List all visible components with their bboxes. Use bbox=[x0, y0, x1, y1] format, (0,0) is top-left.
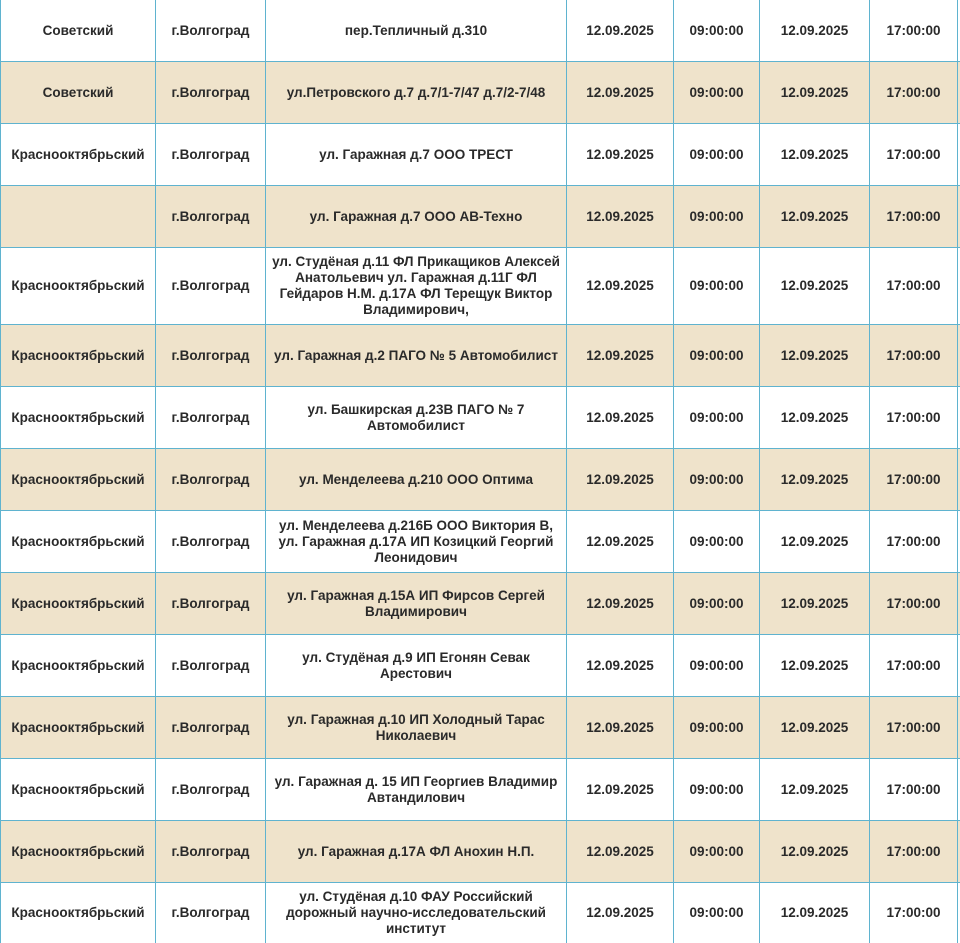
address-cell: ул. Менделеева д.210 ООО Оптима bbox=[266, 449, 567, 511]
district-cell: Краснооктябрьский bbox=[1, 883, 156, 943]
start-date-cell: 12.09.2025 bbox=[567, 635, 674, 697]
address-cell: ул. Гаражная д.17А ФЛ Анохин Н.П. bbox=[266, 821, 567, 883]
end-date-cell: 12.09.2025 bbox=[760, 759, 870, 821]
start-date-cell: 12.09.2025 bbox=[567, 124, 674, 186]
district-cell: Краснооктябрьский bbox=[1, 697, 156, 759]
district-cell: Краснооктябрьский bbox=[1, 248, 156, 325]
city-cell: г.Волгоград bbox=[156, 635, 266, 697]
address-cell: ул. Менделеева д.216Б ООО Виктория В, ул. Гаражная д.17А ИП Козицкий Георгий Леонидович bbox=[266, 511, 567, 573]
city-cell: г.Волгоград bbox=[156, 325, 266, 387]
district-cell bbox=[1, 186, 156, 248]
start-time-cell: 09:00:00 bbox=[674, 573, 760, 635]
address-cell: ул. Студёная д.11 ФЛ Прикащиков Алексей Анатольевич ул. Гаражная д.11Г ФЛ Гейдаров Н.М. д.17А ФЛ Терещук Виктор Владимирович, bbox=[266, 248, 567, 325]
end-date-cell: 12.09.2025 bbox=[760, 511, 870, 573]
end-date-cell: 12.09.2025 bbox=[760, 697, 870, 759]
table-row bbox=[1, 186, 960, 248]
table-row bbox=[1, 449, 960, 511]
table-row bbox=[1, 124, 960, 186]
start-time-cell: 09:00:00 bbox=[674, 124, 760, 186]
table-row bbox=[1, 62, 960, 124]
start-time-cell: 09:00:00 bbox=[674, 883, 760, 943]
start-date-cell: 12.09.2025 bbox=[567, 325, 674, 387]
start-date-cell: 12.09.2025 bbox=[567, 697, 674, 759]
start-time-cell: 09:00:00 bbox=[674, 387, 760, 449]
end-time-cell: 17:00:00 bbox=[870, 62, 958, 124]
address-cell: ул. Башкирская д.23В ПАГО № 7 Автомобилист bbox=[266, 387, 567, 449]
city-cell: г.Волгоград bbox=[156, 124, 266, 186]
city-cell: г.Волгоград bbox=[156, 511, 266, 573]
address-cell: ул.Петровского д.7 д.7/1-7/47 д.7/2-7/48 bbox=[266, 62, 567, 124]
address-cell: ул. Студёная д.10 ФАУ Российский дорожный научно-исследовательский институт bbox=[266, 883, 567, 943]
start-time-cell: 09:00:00 bbox=[674, 635, 760, 697]
address-cell: ул. Студёная д.9 ИП Егонян Севак Арестович bbox=[266, 635, 567, 697]
table-row bbox=[1, 883, 960, 943]
end-time-cell: 17:00:00 bbox=[870, 635, 958, 697]
start-time-cell: 09:00:00 bbox=[674, 0, 760, 62]
end-time-cell: 17:00:00 bbox=[870, 883, 958, 943]
district-cell: Краснооктябрьский bbox=[1, 511, 156, 573]
table-row bbox=[1, 387, 960, 449]
table-row bbox=[1, 759, 960, 821]
end-date-cell: 12.09.2025 bbox=[760, 186, 870, 248]
city-cell: г.Волгоград bbox=[156, 0, 266, 62]
end-date-cell: 12.09.2025 bbox=[760, 62, 870, 124]
district-cell: Краснооктябрьский bbox=[1, 449, 156, 511]
end-time-cell: 17:00:00 bbox=[870, 511, 958, 573]
start-time-cell: 09:00:00 bbox=[674, 325, 760, 387]
start-date-cell: 12.09.2025 bbox=[567, 883, 674, 943]
start-date-cell: 12.09.2025 bbox=[567, 186, 674, 248]
district-cell: Краснооктябрьский bbox=[1, 821, 156, 883]
end-date-cell: 12.09.2025 bbox=[760, 325, 870, 387]
end-date-cell: 12.09.2025 bbox=[760, 248, 870, 325]
address-cell: пер.Тепличный д.310 bbox=[266, 0, 567, 62]
start-time-cell: 09:00:00 bbox=[674, 759, 760, 821]
start-time-cell: 09:00:00 bbox=[674, 821, 760, 883]
table-row bbox=[1, 697, 960, 759]
district-cell: Краснооктябрьский bbox=[1, 387, 156, 449]
start-date-cell: 12.09.2025 bbox=[567, 759, 674, 821]
start-time-cell: 09:00:00 bbox=[674, 697, 760, 759]
end-time-cell: 17:00:00 bbox=[870, 573, 958, 635]
table-row bbox=[1, 573, 960, 635]
city-cell: г.Волгоград bbox=[156, 883, 266, 943]
end-time-cell: 17:00:00 bbox=[870, 186, 958, 248]
district-cell: Краснооктябрьский bbox=[1, 325, 156, 387]
table-row bbox=[1, 821, 960, 883]
address-cell: ул. Гаражная д. 15 ИП Георгиев Владимир Автандилович bbox=[266, 759, 567, 821]
address-cell: ул. Гаражная д.15А ИП Фирсов Сергей Владимирович bbox=[266, 573, 567, 635]
address-cell: ул. Гаражная д.2 ПАГО № 5 Автомобилист bbox=[266, 325, 567, 387]
city-cell: г.Волгоград bbox=[156, 248, 266, 325]
city-cell: г.Волгоград bbox=[156, 759, 266, 821]
district-cell: Краснооктябрьский bbox=[1, 759, 156, 821]
table-row bbox=[1, 325, 960, 387]
start-date-cell: 12.09.2025 bbox=[567, 573, 674, 635]
table-row bbox=[1, 248, 960, 325]
table-row bbox=[1, 511, 960, 573]
start-date-cell: 12.09.2025 bbox=[567, 821, 674, 883]
end-date-cell: 12.09.2025 bbox=[760, 635, 870, 697]
start-date-cell: 12.09.2025 bbox=[567, 387, 674, 449]
start-date-cell: 12.09.2025 bbox=[567, 449, 674, 511]
end-date-cell: 12.09.2025 bbox=[760, 0, 870, 62]
end-date-cell: 12.09.2025 bbox=[760, 573, 870, 635]
city-cell: г.Волгоград bbox=[156, 449, 266, 511]
end-time-cell: 17:00:00 bbox=[870, 759, 958, 821]
start-date-cell: 12.09.2025 bbox=[567, 0, 674, 62]
end-date-cell: 12.09.2025 bbox=[760, 883, 870, 943]
district-cell: Краснооктябрьский bbox=[1, 124, 156, 186]
end-date-cell: 12.09.2025 bbox=[760, 821, 870, 883]
start-time-cell: 09:00:00 bbox=[674, 62, 760, 124]
district-cell: Советский bbox=[1, 62, 156, 124]
end-time-cell: 17:00:00 bbox=[870, 821, 958, 883]
city-cell: г.Волгоград bbox=[156, 186, 266, 248]
table-row bbox=[1, 635, 960, 697]
start-time-cell: 09:00:00 bbox=[674, 186, 760, 248]
end-time-cell: 17:00:00 bbox=[870, 325, 958, 387]
table-row bbox=[1, 0, 960, 62]
start-time-cell: 09:00:00 bbox=[674, 511, 760, 573]
city-cell: г.Волгоград bbox=[156, 573, 266, 635]
start-date-cell: 12.09.2025 bbox=[567, 62, 674, 124]
end-date-cell: 12.09.2025 bbox=[760, 387, 870, 449]
city-cell: г.Волгоград bbox=[156, 697, 266, 759]
end-time-cell: 17:00:00 bbox=[870, 449, 958, 511]
district-cell: Советский bbox=[1, 0, 156, 62]
end-time-cell: 17:00:00 bbox=[870, 697, 958, 759]
end-time-cell: 17:00:00 bbox=[870, 124, 958, 186]
address-cell: ул. Гаражная д.7 ООО ТРЕСТ bbox=[266, 124, 567, 186]
end-date-cell: 12.09.2025 bbox=[760, 449, 870, 511]
start-time-cell: 09:00:00 bbox=[674, 449, 760, 511]
address-cell: ул. Гаражная д.10 ИП Холодный Тарас Николаевич bbox=[266, 697, 567, 759]
address-cell: ул. Гаражная д.7 ООО АВ-Техно bbox=[266, 186, 567, 248]
city-cell: г.Волгоград bbox=[156, 387, 266, 449]
district-cell: Краснооктябрьский bbox=[1, 573, 156, 635]
city-cell: г.Волгоград bbox=[156, 821, 266, 883]
district-cell: Краснооктябрьский bbox=[1, 635, 156, 697]
end-date-cell: 12.09.2025 bbox=[760, 124, 870, 186]
start-date-cell: 12.09.2025 bbox=[567, 511, 674, 573]
city-cell: г.Волгоград bbox=[156, 62, 266, 124]
start-time-cell: 09:00:00 bbox=[674, 248, 760, 325]
end-time-cell: 17:00:00 bbox=[870, 387, 958, 449]
end-time-cell: 17:00:00 bbox=[870, 248, 958, 325]
start-date-cell: 12.09.2025 bbox=[567, 248, 674, 325]
end-time-cell: 17:00:00 bbox=[870, 0, 958, 62]
